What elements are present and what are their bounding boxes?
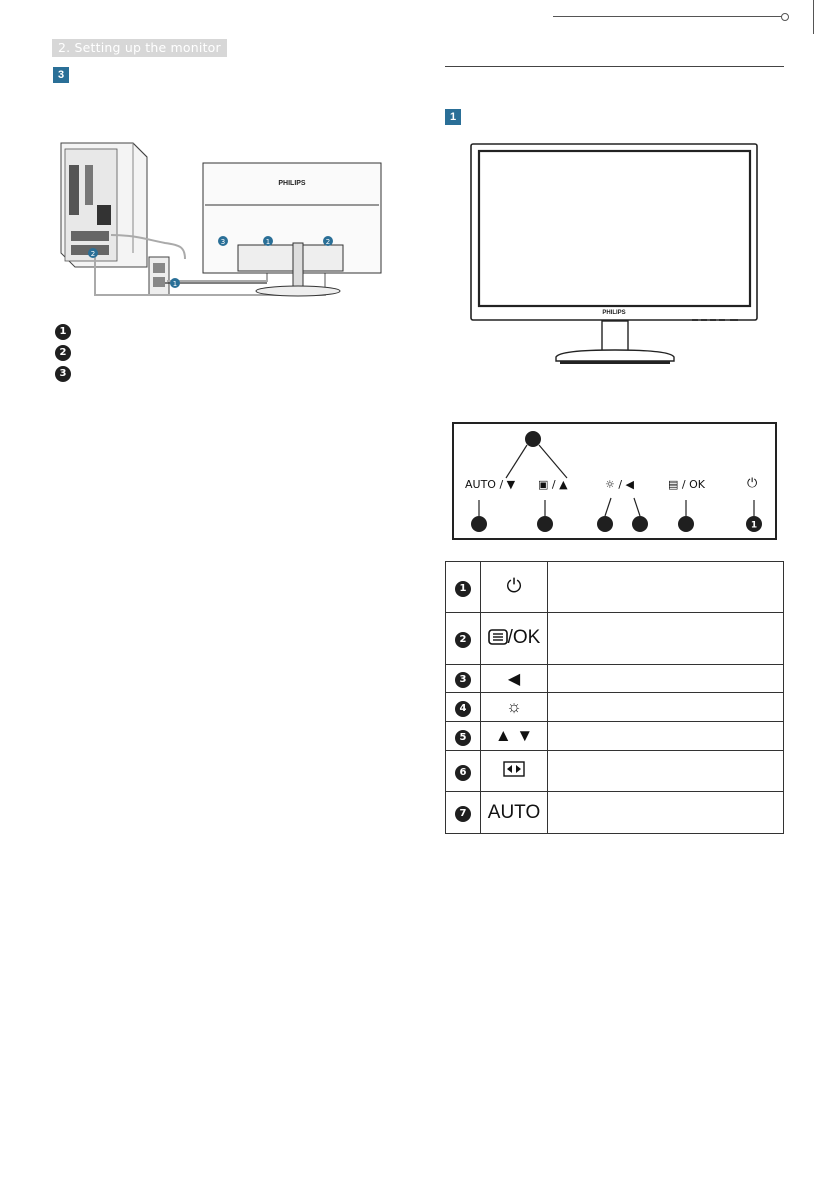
row-description [548, 722, 784, 751]
table-row [446, 792, 784, 834]
panel-power-badge: 1 [750, 520, 758, 531]
svg-text:1: 1 [265, 238, 271, 246]
row-badge: 6 [455, 765, 471, 781]
connection-diagram [55, 135, 385, 305]
table-row [446, 613, 784, 665]
panel-button-auto-down: AUTO / ▼ [465, 478, 516, 491]
section-title: 2. Setting up the monitor [52, 39, 227, 57]
brightness-icon: ☼ [506, 697, 522, 716]
row-description [548, 665, 784, 693]
row-description [548, 562, 784, 613]
svg-text:3: 3 [220, 238, 226, 246]
panel-button-power: ⏻ [747, 476, 758, 491]
format-icon [503, 761, 525, 782]
table-row [446, 751, 784, 792]
row-badge: 5 [455, 730, 471, 746]
ok-label: /OK [507, 627, 541, 649]
row-badge: 4 [455, 701, 471, 717]
monitor-back-brand: PHILIPS [278, 180, 306, 187]
left-arrow-icon: ◀ [507, 670, 521, 688]
row-description [548, 792, 784, 834]
row-description [548, 613, 784, 665]
svg-text:2: 2 [90, 250, 96, 258]
controls-table [445, 561, 784, 834]
legend-badge-3: 3 [55, 366, 71, 382]
row-badge: 1 [455, 581, 471, 597]
monitor-back-illustration [203, 163, 381, 296]
wall-outlet-illustration [149, 257, 169, 295]
monitor-front-illustration [470, 143, 760, 368]
panel-button-menu-ok: ▤ / OK [668, 478, 705, 491]
panel-button-brightness-left: ☼ / ◀ [605, 478, 635, 491]
legend-badge-1: 1 [55, 324, 71, 340]
up-down-arrows-icon: ▲ ▼ [494, 726, 534, 745]
menu-icon [488, 629, 508, 650]
column-rule [445, 66, 784, 67]
table-row [446, 665, 784, 693]
page-edge-mark [813, 0, 814, 34]
table-row [446, 562, 784, 613]
svg-text:2: 2 [325, 238, 331, 246]
auto-icon: AUTO [487, 801, 541, 823]
step-badge-1: 1 [445, 109, 461, 125]
row-badge: 7 [455, 806, 471, 822]
step-badge: 3 [53, 67, 69, 83]
svg-text:1: 1 [172, 280, 178, 288]
table-row [446, 722, 784, 751]
page-marker-icon [781, 13, 789, 21]
panel-button-format-up: ▣ / ▲ [538, 478, 568, 491]
row-badge: 3 [455, 672, 471, 688]
row-description [548, 693, 784, 722]
header-rule [553, 16, 782, 17]
power-icon: ⏻ [506, 576, 522, 597]
row-badge: 2 [455, 632, 471, 648]
table-row [446, 693, 784, 722]
legend-badge-2: 2 [55, 345, 71, 361]
monitor-front-brand: PHILIPS [602, 310, 626, 316]
pc-tower-illustration [61, 143, 147, 267]
row-description [548, 751, 784, 792]
